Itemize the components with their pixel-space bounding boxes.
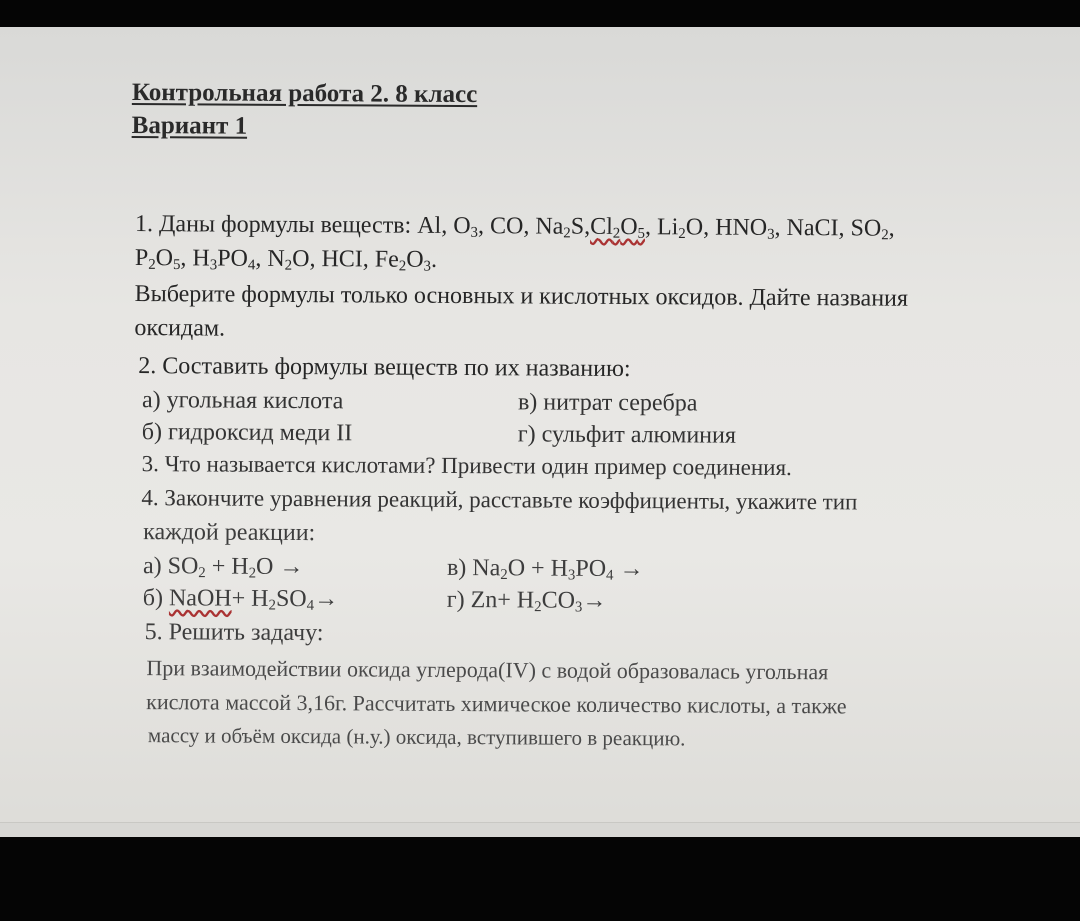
variant-label: Вариант 1 [131,111,248,140]
cl2o5-formula: $Cl_2O_5$ [590,213,646,242]
q1-formulas: Al, $O_3$, CO, $Na_2S,Cl_2O_5$, $Li_2O$, $HNO_3$, NaCI, $SO_2$, [417,212,895,244]
q4-eq-a: а) $SO_2 + H_2O$ → [142,553,304,582]
photographed-monitor [0,27,1080,837]
q4-line1: 4. Закончите уравнения реакций, расставьте коэффициенты, укажите тип [141,485,858,515]
document-page [131,77,1052,751]
q1-line2: $P_2O_5$, $H_3PO_4$, $N_2O$, HCI, $Fe_2O_3$. [134,245,438,275]
q5-title: 5. Решить задачу: [144,619,324,647]
q1-intro: Даны формулы веществ: [159,211,412,239]
q1-number: 1. [135,211,154,238]
q2-item-a: а) угольная кислота [141,387,344,415]
screen-bottom-bar [0,822,1080,837]
q1-line1 [135,211,895,243]
q5-line1: При взаимодействии оксида углерода(IV) с водой образовалась угольная [146,655,829,685]
q4-eq-g: г) $Zn+ H_2CO_3\to$ [446,586,607,616]
q3-text: 3. Что называется кислотами? Привести один пример соединения. [141,451,792,481]
q4-line2: каждой реакции: [143,519,316,547]
q1-task-line2: оксидам. [134,315,226,342]
q2-title: 2. Составить формулы веществ по их названию: [138,353,631,383]
q4-eq-b: б) NaOH+ $H_2SO_4\to$ [142,585,339,614]
page-title: Контрольная работа 2. 8 класс [131,78,478,109]
q1-task-line1: Выберите формулы только основных и кислотных оксидов. Дайте названия [134,281,909,312]
q2-item-v: в) нитрат серебра [517,389,698,417]
q2-item-b: б) гидроксид меди II [141,419,353,447]
naoh-formula: NaOH [168,585,232,612]
q5-line3: массу и объём оксида (н.у.) оксида, вступившего в реакцию. [147,723,686,751]
q2-item-g: г) сульфит алюминия [517,421,737,449]
q4-eq-v: в) $Na_2O + H_3PO_4$ → [446,554,644,584]
q5-line2: кислота массой 3,16г. Рассчитать химическое количество кислоты, а также [146,689,847,719]
